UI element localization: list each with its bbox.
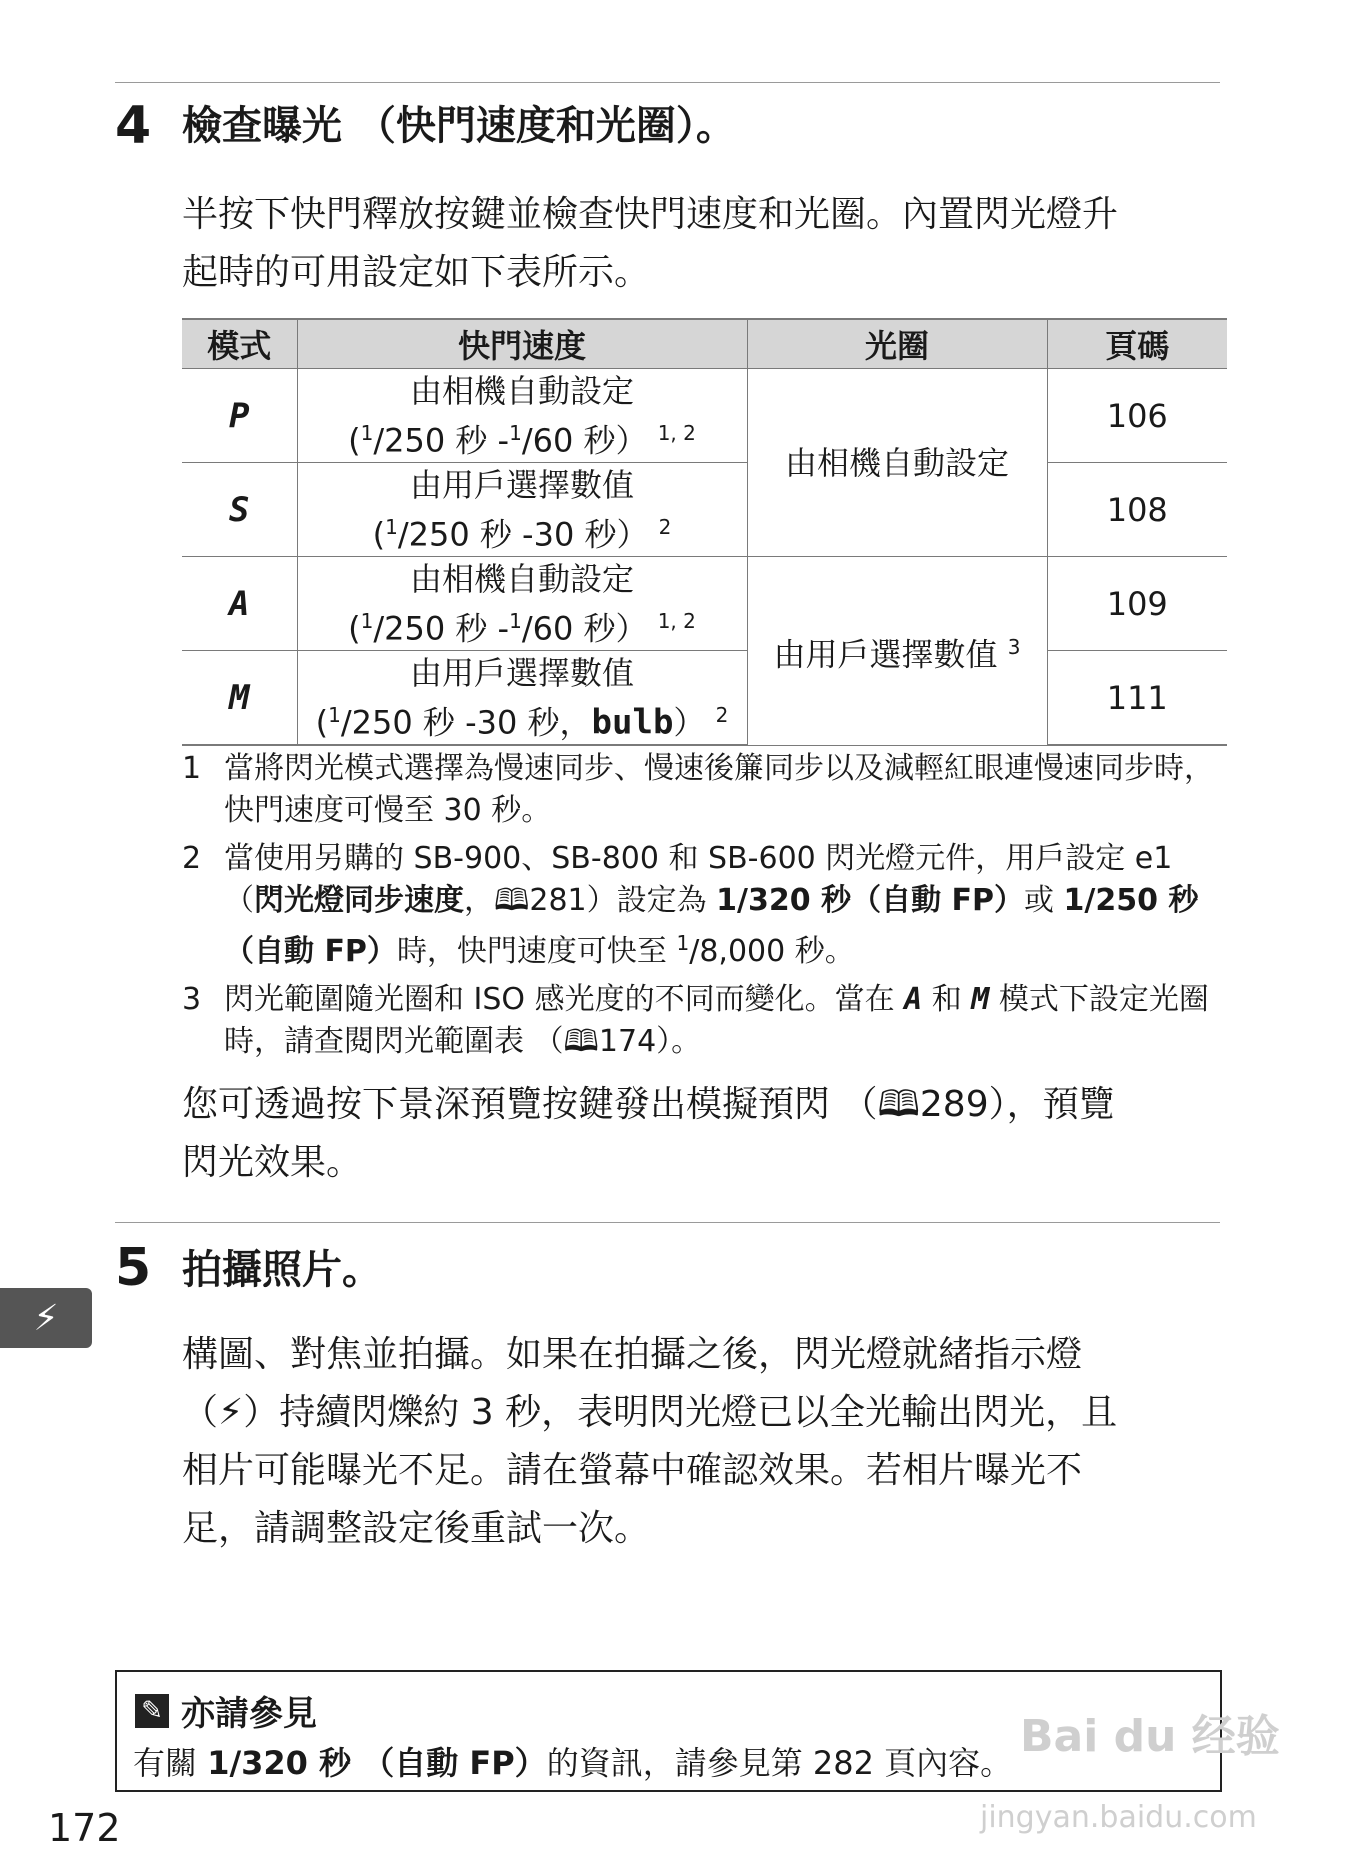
step-5-number: 5 <box>115 1238 152 1298</box>
table-row <box>182 557 1227 651</box>
table-row <box>182 369 1227 463</box>
shutter-line-2: ($^1$/250 秒 -30 秒） $^2$ <box>372 514 672 554</box>
step-4-intro <box>182 186 1227 302</box>
book-ref-icon: 🕮 <box>877 1084 920 1125</box>
exposure-table <box>182 318 1227 746</box>
footnote-1: 1 當將閃光模式選擇為慢速同步、慢速後簾同步以及減輕紅眼連慢速同步時，快門速度可慢至 30 秒。 <box>182 751 1214 828</box>
pencil-icon: ✎ <box>135 1694 169 1728</box>
footnote-ref: 3 <box>1007 634 1021 659</box>
step-4-title: 檢查曝光 （快門速度和光圈）。 <box>182 103 736 149</box>
footnote-2: 2 當使用另購的 SB-900、SB-800 和 SB-600 閃光燈元件，用戶設定 e1（閃光燈同步速度，🕮281）設定為 1/320 秒（自動 FP）或 1/250 秒 （自動 FP）時，快門速度可快至 $^1$/8,000 秒。 <box>182 841 1199 969</box>
footnote-ref: 1, 2 <box>657 420 696 445</box>
preview-line-2: 閃光效果。 <box>182 1142 363 1183</box>
table-header-row <box>182 319 1227 369</box>
header-shutter: 快門速度 <box>297 319 747 369</box>
preview-line-1: 您可透過按下景深預覽按鍵發出模擬預閃 （🕮289），預覽 <box>182 1084 1115 1125</box>
step-5-line-3: 相片可能曝光不足。請在螢幕中確認效果。若相片曝光不 <box>182 1450 1083 1491</box>
footnote-ref: 2 <box>715 702 729 727</box>
page-cell: 111 <box>1047 651 1227 746</box>
shutter-cell <box>297 463 747 557</box>
table-row <box>182 463 1227 557</box>
preview-paragraph <box>182 1076 1227 1192</box>
shutter-line-2: ($^1$/250 秒 -$^1$/60 秒） $^{1, 2}$ <box>348 608 696 648</box>
section-rule <box>115 1222 1220 1223</box>
step-5-line-1: 構圖、對焦並拍攝。如果在拍攝之後，閃光燈就緒指示燈 <box>182 1334 1083 1375</box>
flash-section-tab <box>0 1288 92 1348</box>
step-5-title: 拍攝照片。 <box>182 1247 382 1293</box>
shutter-cell <box>297 651 747 746</box>
shutter-line-1: 由相機自動設定 <box>409 559 634 598</box>
shutter-line-1: 由用戶選擇數值 <box>409 653 634 692</box>
header-page: 頁碼 <box>1047 319 1227 369</box>
mode-p: P <box>182 369 297 463</box>
book-ref-icon: 🕮 <box>563 1024 599 1059</box>
shutter-line-1: 由相機自動設定 <box>409 371 634 410</box>
header-mode: 模式 <box>182 319 297 369</box>
table-row <box>182 651 1227 746</box>
mode-s: S <box>182 463 297 557</box>
see-also-header <box>135 1686 317 1735</box>
shutter-cell <box>297 369 747 463</box>
page-number: 172 <box>48 1806 121 1850</box>
footnote-3: 3 閃光範圍隨光圈和 ISO 感光度的不同而變化。當在 A 和 M 模式下設定光圈時，請查閱閃光範圍表 （🕮174）。 <box>182 982 1209 1059</box>
flash-ready-icon: ⚡ <box>218 1392 244 1433</box>
intro-line-2: 起時的可用設定如下表所示。 <box>182 252 651 293</box>
flash-icon: ⚡ <box>33 1297 59 1339</box>
see-also-title: 亦請參見 <box>181 1694 317 1734</box>
see-also-body: 有關 1/320 秒 （自動 FP）的資訊，請參見第 282 頁內容。 <box>133 1744 1013 1782</box>
footnote-ref: 1, 2 <box>657 608 696 633</box>
mode-a: A <box>182 557 297 651</box>
page-cell: 109 <box>1047 557 1227 651</box>
mode-m: M <box>182 651 297 746</box>
footnote-ref: 2 <box>658 514 672 539</box>
step-5-line-2: （⚡）持續閃爍約 3 秒，表明閃光燈已以全光輸出閃光，且 <box>182 1392 1118 1433</box>
intro-line-1: 半按下快門釋放按鍵並檢查快門速度和光圈。內置閃光燈升 <box>182 194 1119 235</box>
page-cell: 108 <box>1047 463 1227 557</box>
book-ref-icon: 🕮 <box>494 883 530 918</box>
shutter-line-2: ($^1$/250 秒 -30 秒，bulb） $^2$ <box>315 702 729 743</box>
bulb-lcd-text: bulb <box>591 702 674 743</box>
top-rule <box>115 82 1220 83</box>
watermark-url: jingyan.baidu.com <box>980 1800 1257 1835</box>
aperture-cell-am: 由用戶選擇數值 $^3$ <box>747 557 1047 746</box>
table-footnotes <box>182 748 1227 1069</box>
aperture-cell-ps: 由相機自動設定 <box>747 369 1047 557</box>
step-4-number: 4 <box>115 96 152 156</box>
watermark-brand: Bai du 经验 <box>1020 1711 1280 1762</box>
page-cell: 106 <box>1047 369 1227 463</box>
header-aperture: 光圈 <box>747 319 1047 369</box>
shutter-cell <box>297 557 747 651</box>
shutter-line-2: ($^1$/250 秒 -$^1$/60 秒） $^{1, 2}$ <box>348 420 696 460</box>
step-5-body <box>182 1326 1227 1558</box>
shutter-line-1: 由用戶選擇數值 <box>409 465 634 504</box>
step-5-line-4: 足，請調整設定後重試一次。 <box>182 1508 651 1549</box>
